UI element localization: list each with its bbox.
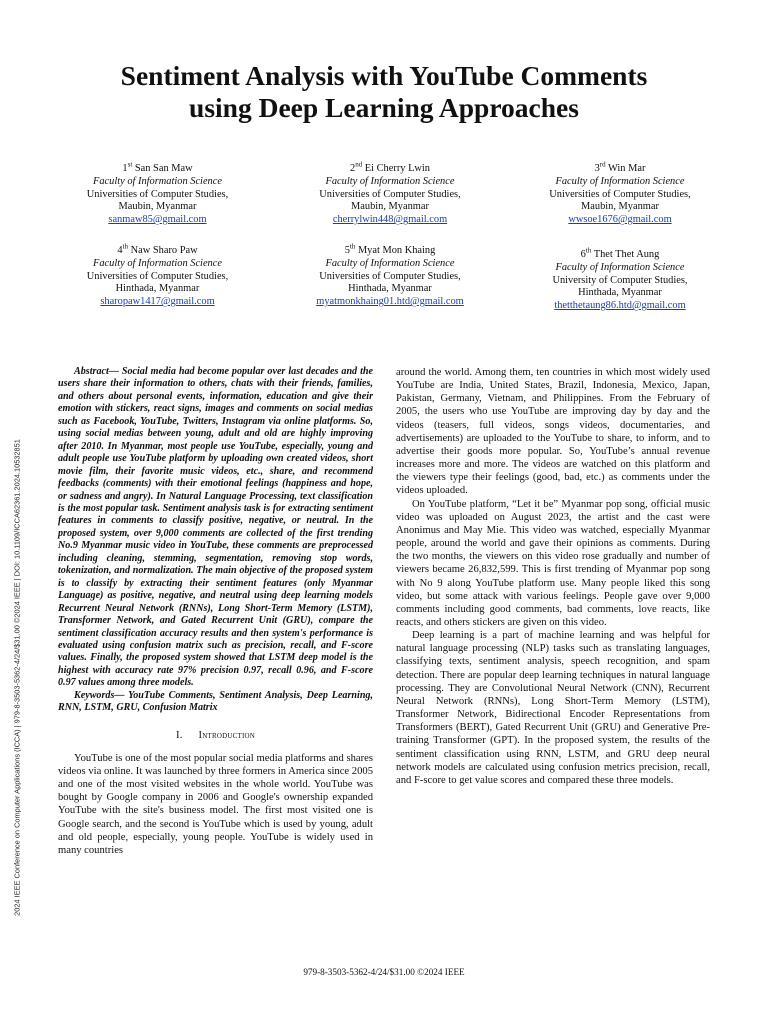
author-4: 4th Naw Sharo Paw Faculty of Information Science Universities of Computer Studies, Hinthada, Myanmar sharopaw1417@gmail.com [40,245,275,313]
author-2: 2nd Ei Cherry Lwin Faculty of Information Science Universities of Computer Studies, Maubin, Myanmar cherrylwin448@gmail.com [275,163,505,227]
author-university: Universities of Computer Studies, [549,188,691,200]
body-paragraph-2: On YouTube platform, “Let it be” Myanmar pop song, official music video was uploaded on August 2023, the artist and the cast were Anonimus and May Mie. This video was watched, especially Myanmar people, around the world and gave their opinions as comments. During the two months, the viewers on this video rose gradually and number of viewers became 26,832,599. This is first trending of Myanmar pop song with No 9 along YouTube platform use. Many people liked this song video, but some attack with various feelings. People gave over 9,000 comments including good comments, bad comments, love reacts, like reacts, and others stickers are given on this video. [396,498,710,628]
author-name: Win Mar [605,163,646,174]
body-paragraph-1: around the world. Among them, ten countries in which most widely used YouTube are India, United States, Brazil, Indonesia, Mexico, Japan, Pakistan, Germany, Vietnam, and Philippines. From the February of 2005, the users who use YouTube are improving day by day and the videos (teasers, full videos, songs videos, documentaries, and advertisements) are uploaded to the YouTube to share, to inform, and to advertise their goods more popular. So, YouTube’s annual revenue increases more and more. The videos are watched on this platform and the viewers type their feelings (good, bad, etc.) as comments under the videos uploaded. [396,367,710,497]
section-heading-introduction: I. Introduction [175,729,256,741]
author-1: 1st San San Maw Faculty of Information Science Universities of Computer Studies, Maubin, Myanmar sanmaw85@gmail.com [40,163,275,227]
author-location: Hinthada, Myanmar [578,287,662,299]
author-name: Thet Thet Aung [591,248,660,260]
author-email-link[interactable]: wwsoe1676@gmail.com [568,214,672,226]
author-name: San San Maw [132,163,193,174]
author-university: Universities of Computer Studies, [86,188,229,200]
author-5: 5th Myat Mon Khaing Faculty of Information Science Universities of Computer Studies, Hinthada, Myanmar myatmonkhaing01.htd@gmail.com [275,245,505,313]
author-location: Hinthada, Myanmar [348,283,432,295]
author-name: Naw Sharo Paw [128,244,198,256]
author-name: Myat Mon Khaing [355,244,436,256]
citation-text: 2024 IEEE Conference on Computer Applications (ICCA) | 979-8-3503-5362-4/24/$31.00 ©2024 IEEE | DOI: 10.1109/ICCA62361.2024.10532851 [12,439,22,916]
author-faculty: Faculty of Information Science [555,175,685,187]
abstract: Abstract— Social media had become popular over last decades and the users share their information to others, chats with their friends, families, and others about personal events, information, education and give their emotion with stickers, react signs, images and comments on social medias such as Facebook, YouTube, Twitters, Instagram via online platforms. So, using social medias between young, adult and old are highly improving after 2010. In Myanmar, most people use YouTube, especially, young and adult people use YouTube platform by uploading own created videos, short movie film, their favorite music videos, etc., share, and recommend feedbacks (comments) with their emotional feelings (happiness and hope, or sadness and angry). In Natural Language Processing, text classification is the most popular task. Sentiment analysis task is for extracting sentiment features in comments to classify positive, negative, or neutral. In the proposed system, over 9,000 comments are collected of the first trending No.9 Myanmar music video in YouTube, these comments are preprocessed including cleaning, stemming, segmentation, removing stop words, tokenization, and normalization. The main objective of the proposed system is to classify by extracting their sentiment features (only Myanmar Language) as positive, negative, and neutral using deep learning models Recurrent Neural Network (RNNs), Long Short-Term Memory (LSTM), Transformer Network, and Gated Recurrent Unit (GRU), compare the sentiment classification accuracy results and then system's performance is evaluated using confusion matrix such as precision, recall, and F-score values. Finally, the proposed system showed that LSTM deep model is the highest with accuracy rate 97% precision 0.97, recall 0.96, and F-score 0.97 values among three models. [58,366,373,689]
body-paragraph-3: Deep learning is a part of machine learning and was helpful for natural language processing (NLP) tasks such as translating languages, classifying texts, sentiment analysis, speech recognition, and spam detection. There are popular deep learning techniques in natural language processing. They are Convolutional Neural Network (CNN), Recurrent Neural Network (RNNs), Long Short-Term Memory (LSTM), Transformer Network, Bidirectional Encoder Representations from Transformers (BERT), Gated Recurrent Unit (GRU) and Generative Pre-training Transformer (GPT). In the proposed system, the results of the sentiment classification using RNN, LSTM, and GRU deep neural network models are calculated using confusion metrics precision, recall, and F-score to get value scores and compared these three models. [396,630,710,786]
title-line-2: using Deep Learning Approaches [189,92,579,123]
author-6: 6th Thet Thet Aung Faculty of Information Science University of Computer Studies, Hinthada, Myanmar thetthetaung86.htd@gmail.com [505,245,735,313]
sidebar-citation [10,380,24,980]
author-email-link[interactable]: myatmonkhaing01.htd@gmail.com [316,296,464,308]
author-email-link[interactable]: cherrylwin448@gmail.com [332,214,448,226]
author-university: Universities of Computer Studies, [86,270,229,282]
author-email-link[interactable]: sharopaw1417@gmail.com [100,296,215,308]
author-university: Universities of Computer Studies, [319,188,461,200]
author-faculty: Faculty of Information Science [555,261,685,273]
author-email-link[interactable]: sanmaw85@gmail.com [108,214,207,226]
author-university: Universities of Computer Studies, [319,270,461,282]
author-location: Maubin, Myanmar [351,201,429,213]
left-column [58,366,373,857]
author-name: Ei Cherry Lwin [362,163,431,174]
author-faculty: Faculty of Information Science [93,257,222,269]
author-location: Maubin, Myanmar [581,201,659,213]
paper-title [60,60,708,124]
intro-paragraph: YouTube is one of the most popular social media platforms and shares videos via online. It was launched by three formers in America since 2005 and one of the most visited websites in the whole world. YouTube was bought by Google company in 2006 and Google's ownership expanded YouTube with the site's business model. The first most visited one is Google search, and the second is YouTube which is used by young, adult and old people, especially, young people. YouTube is widely used in many countries [58,752,373,856]
keywords: Keywords— YouTube Comments, Sentiment Analysis, Deep Learning, RNN, LSTM, GRU, Confusion Matrix [58,689,373,714]
author-block [40,160,735,313]
author-faculty: Faculty of Information Science [325,175,455,187]
author-university: University of Computer Studies, [552,274,688,286]
author-email-link[interactable]: thetthetaung86.htd@gmail.com [554,300,686,312]
author-faculty: Faculty of Information Science [325,257,455,269]
title-line-1: Sentiment Analysis with YouTube Comments [120,60,648,91]
author-location: Hinthada, Myanmar [115,283,200,295]
right-column [396,366,710,787]
author-location: Maubin, Myanmar [118,201,197,213]
author-3: 3rd Win Mar Faculty of Information Science Universities of Computer Studies, Maubin, Myanmar wwsoe1676@gmail.com [505,163,735,227]
author-faculty: Faculty of Information Science [93,175,222,187]
page-footer: 979-8-3503-5362-4/24/$31.00 ©2024 IEEE [303,967,465,977]
